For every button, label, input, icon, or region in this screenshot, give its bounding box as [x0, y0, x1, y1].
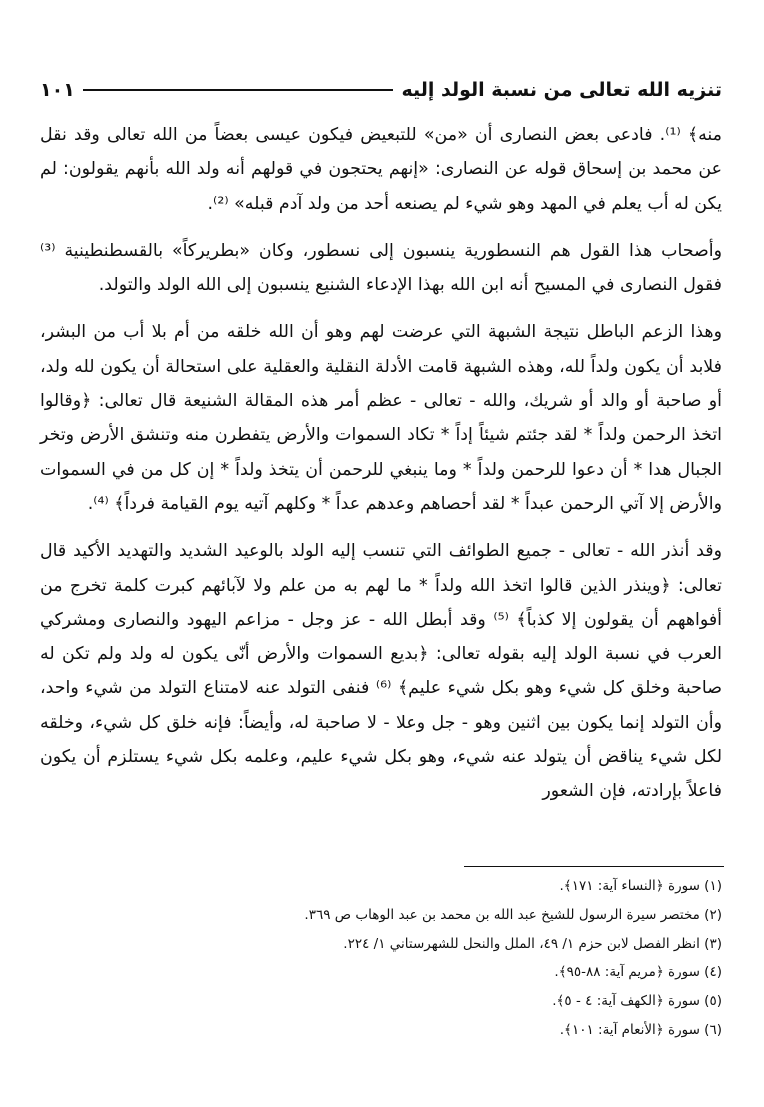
footnote-3: (٣) انظر الفصل لابن حزم ١/ ٤٩، الملل والنحل للشهرستاني ١/ ٢٢٤.	[343, 935, 722, 952]
header-rule	[83, 89, 394, 91]
paragraph-4: وقد أنذر الله - تعالى - جميع الطوائف التي تنسب إليه الولد بالوعيد الشديد والتهديد الأكيد قال تعالى: ﴿وينذر الذين قالوا اتخذ الله ولداً * ما لهم به من علم ولا لآبائهم كبرت كلمة تخرج من أفواههم أن يقولون إلا كذباً﴾ ⁽⁵⁾ وقد أبطل الله - عز وجل - مزاعم اليهود والنصارى ومشركي العرب في نسبة الولد إليه بقوله تعالى: ﴿بديع السموات والأرض أنّى يكون له ولد ولم تكن له صاحبة وخلق كل شيء وهو بكل شيء عليم﴾ ⁽⁶⁾ فنفى التولد عنه لامتناع التولد من شيء واحد، وأن التولد إنما يكون بين اثنين وهو - جل وعلا - لا صاحبة له، وأيضاً: فإنه خلق كل شيء، وخلقه لكل شيء يناقض أن يتولد عنه شيء، وهو بكل شيء عليم، وعلمه بكل شيء يستلزم أن يكون فاعلاً بإرادته، فإن الشعور	[40, 541, 722, 802]
paragraph-2: وأصحاب هذا القول هم النسطورية ينسبون إلى نسطور، وكان «بطريركاً» بالقسطنطينية ⁽³⁾ فقول النصارى في المسيح أنه ابن الله بهذا الإدعاء الشنيع ينسبون إلى الله الولد والتولد.	[40, 240, 722, 296]
footnote-divider	[464, 866, 724, 867]
running-header	[40, 70, 722, 110]
main-text	[40, 118, 722, 822]
footnote-4: (٤) سورة ﴿مريم آية: ٨٨-٩٥﴾.	[554, 964, 722, 981]
paragraph-1: منه﴾ ⁽¹⁾. فادعى بعض النصارى أن «من» للتبعيض فيكون عيسى بعضاً من الله تعالى وقد نقل عن محمد بن إسحاق قوله عن النصارى: «إنهم يحتجون في قولهم أنه ولد الله بأنهم يقولون: لم يكن له أب يعلم في المهد وهو شيء لم يصنعه أحد من ولد آدم قبله» ⁽²⁾.	[40, 125, 722, 214]
footnote-1: (١) سورة ﴿النساء آية: ١٧١﴾.	[559, 878, 722, 894]
running-title: تنزيه الله تعالى من نسبة الولد إليه	[401, 79, 722, 101]
footnote-6: (٦) سورة ﴿الأنعام آية: ١٠١﴾.	[559, 1021, 722, 1038]
page-number: ١٠١	[40, 79, 75, 101]
footnote-5: (٥) سورة ﴿الكهف آية: ٤ - ٥﴾.	[552, 993, 722, 1010]
footnote-2: (٢) مختصر سيرة الرسول للشيخ عبد الله بن محمد بن عبد الوهاب ص ٣٦٩.	[304, 906, 722, 923]
footnotes	[40, 872, 722, 1045]
paragraph-3: وهذا الزعم الباطل نتيجة الشبهة التي عرضت لهم وهو أن الله خلقه من أم بلا أب من البشر، فلابد أن يكون ولداً لله، وهذه الشبهة قامت الأدلة النقلية والعقلية على استحالة أن يكون لله ولد، أو صاحبة أو والد أو شريك، والله - تعالى - عظم أمر هذه المقالة الشنيعة قال تعالى: ﴿وقالوا اتخذ الرحمن ولداً * لقد جئتم شيئاً إداً * تكاد السموات والأرض يتفطرن منه وتنشق الأرض وتخر الجبال هدا * أن دعوا للرحمن ولداً * وما ينبغي للرحمن أن يتخذ ولداً * إن كل من في السموات والأرض إلا آتي الرحمن عبداً * لقد أحصاهم وعدهم عداً * وكلهم آتيه يوم القيامة فرداً﴾ ⁽⁴⁾.	[40, 322, 722, 514]
